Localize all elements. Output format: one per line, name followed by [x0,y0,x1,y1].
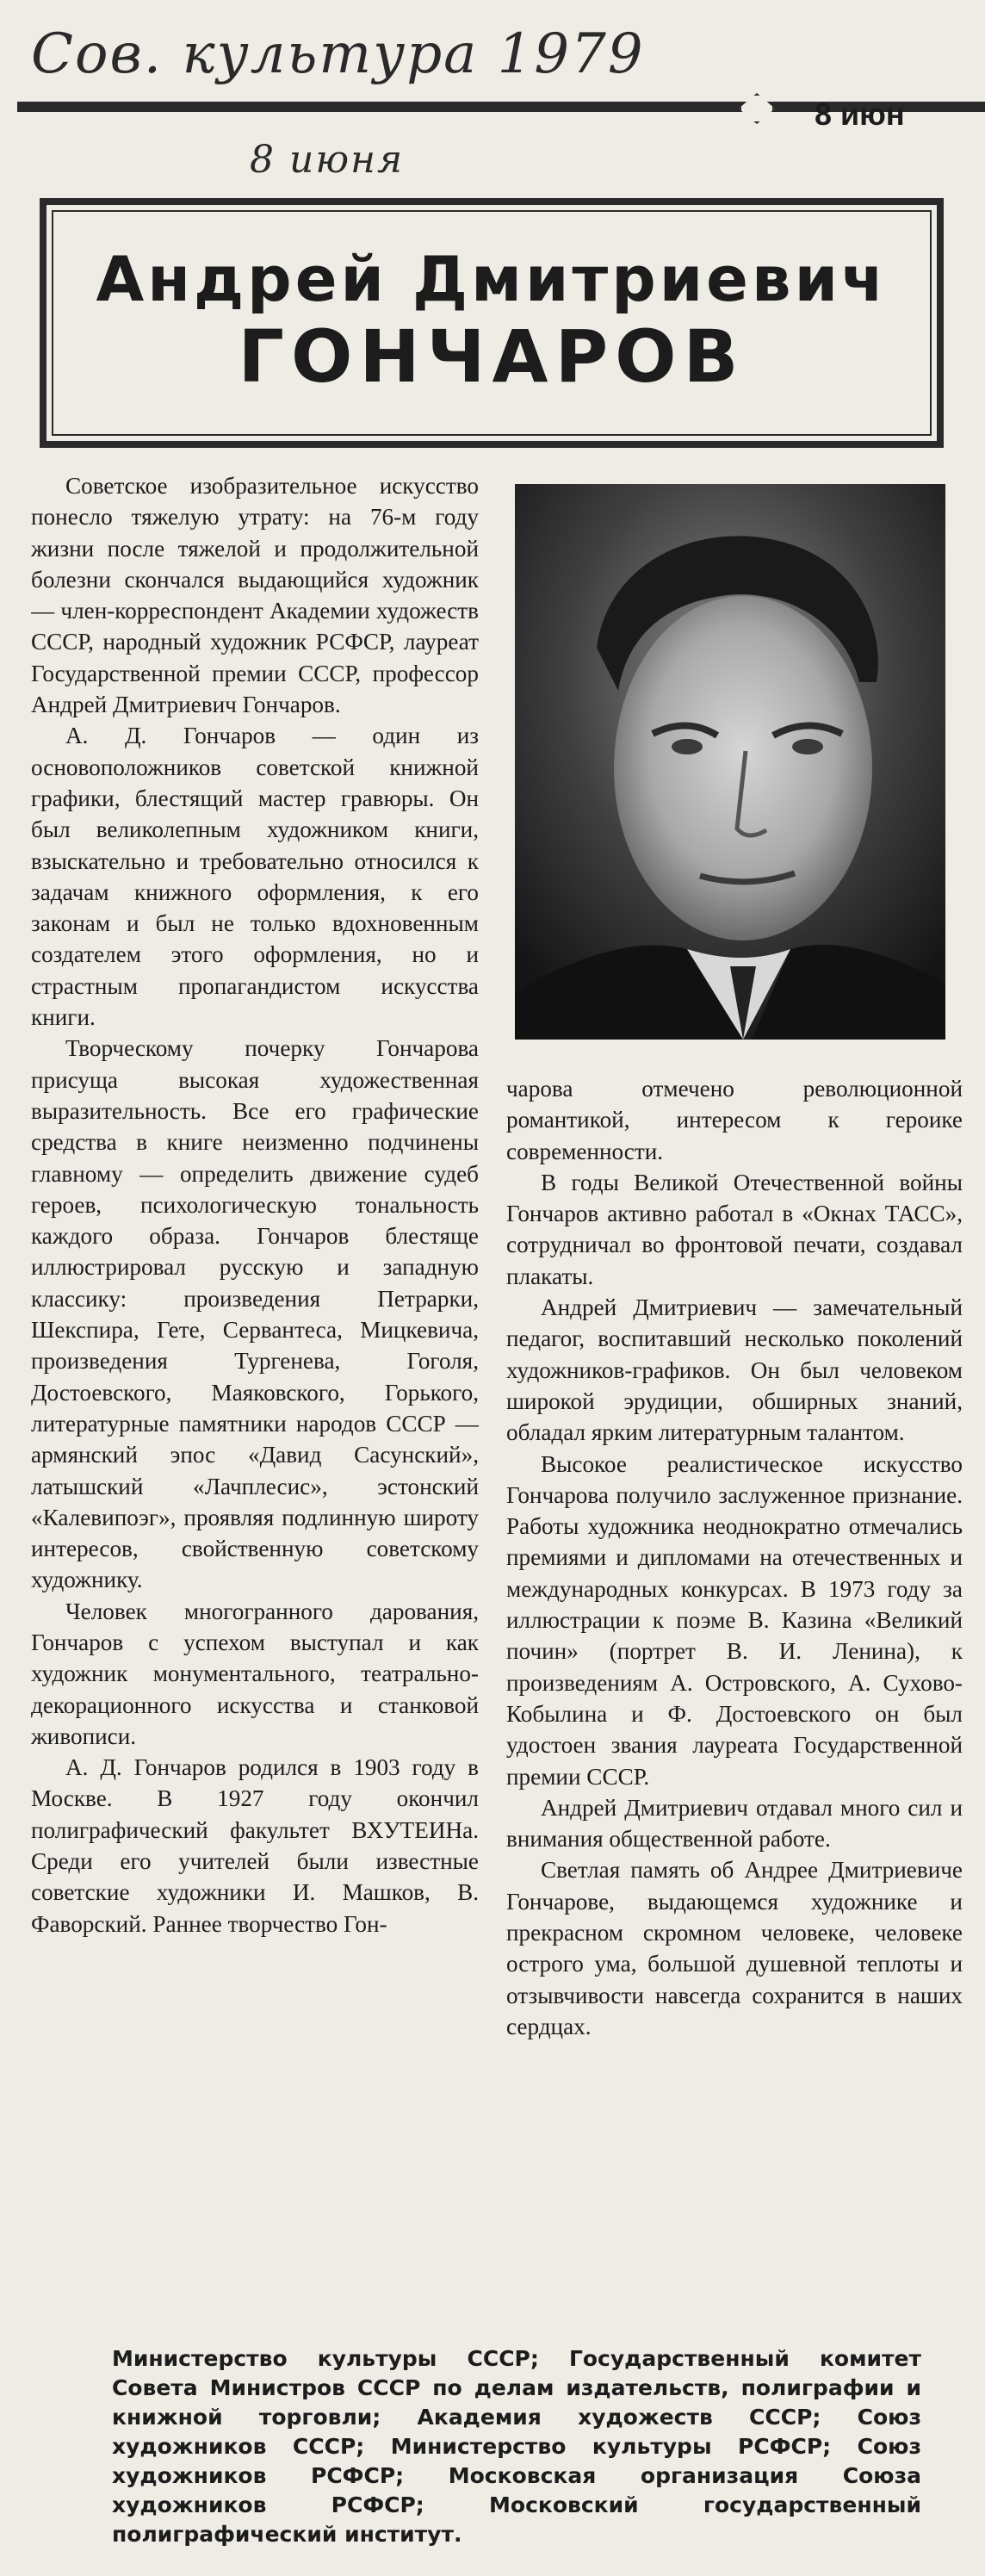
article-paragraph: чарова отмечено революционной романтикой, интересом к героике современности. [506,1076,963,1164]
headline [52,210,932,436]
headline-frame [40,198,944,448]
headline-surname: ГОНЧАРОВ [238,314,746,400]
article-paragraph: Светлая память об Андрее Дмитриевиче Гончарове, выдающемся художнике и прекрасном скромном человеке, человеке острого ума, большой душевной теплоты и отзывчивости навсегда сохранится в наших сердцах. [506,1857,963,2039]
portrait-photo [515,484,945,1040]
portrait-image [515,484,945,1040]
signatories: Министерство культуры СССР; Государственный комитет Совета Министров СССР по делам издательств, полиграфии и книжной торговли; Академия художеств СССР; Союз художников СССР; Министерство культуры РСФСР; Союз художников РСФСР; Московская организация Союза художников РСФСР; Московский государственный полиграфический институт. [112,2346,921,2547]
handwritten-source-note: Сов. культура 1979 [31,22,645,86]
article-paragraph: Андрей Дмитриевич отдавал много сил и внимания общественной работе. [506,1794,963,1853]
rule-ornament [739,93,775,124]
article-paragraph: А. Д. Гончаров — один из основоположников советской книжной графики, блестящий мастер гравюры. Он был великолепным художником книги, взыскательно и требовательно относился к задачам книжного оформления, к его законам и был не только вдохновенным создателем этого оформления, но и страстным пропагандистом искусства книги. [31,723,479,1031]
headline-name: Андрей Дмитриевич [96,243,888,315]
handwritten-date-note: 8 июня [250,138,405,182]
article-paragraph: Андрей Дмитриевич — замечательный педагог, воспитавший несколько поколений художников-графиков. Он был человеком широкой эрудиции, обширных знаний, обладал ярким литературным талантом. [506,1294,963,1446]
article-paragraph: В годы Великой Отечественной войны Гончаров активно работал в «Окнах ТАСС», сотрудничал во фронтовой печати, создавал плакаты. [506,1169,963,1289]
article-paragraph: А. Д. Гончаров родился в 1903 году в Москве. В 1927 году окончил полиграфический факультет ВХУТЕИНа. Среди его учителей были известные советские художники И. Машков, В. Фаворский. Раннее творчество Гон- [31,1754,479,1937]
article-paragraph: Советское изобразительное искусство понесло тяжелую утрату: на 76-м году жизни после тяжелой и продолжительной болезни скончался выдающийся художник — член-корреспондент Академии художеств СССР, народный художник РСФСР, лауреат Государственной премии СССР, профессор Андрей Дмитриевич Гончаров. [31,473,479,718]
article-column-right [506,1073,963,2339]
article-paragraph: Высокое реалистическое искусство Гончарова получило заслуженное признание. Работы художника неоднократно отмечались премиями и дипломами на отечественных и международных конкурсах. В 1973 году за иллюстрации к поэме В. Казина «Великий почин» (портрет В. И. Ленина), к произведениям А. Островского, А. Сухово-Кобылина и Ф. Достоевского он был удостоен звания лауреата Государственной премии СССР. [506,1450,963,1790]
article-column-left [31,470,479,2348]
article-paragraph: Человек многогранного дарования, Гончаров с успехом выступал и как художник монументального, театрально-декорационного искусства и станковой живописи. [31,1598,479,1749]
article-paragraph: Творческому почерку Гончарова присуща высокая художественная выразительность. Все его графические средства в книге неизменно подчинены главному — определить движение судеб героев, психологическую тональность каждого образа. Гончаров блестяще иллюстрировал русскую и западную классику: произведения Петрарки, Шекспира, Гете, Сервантеса, Мицкевича, произведения Тургенева, Гоголя, Достоевского, Маяковского, Горького, литературные памятники народов СССР — армянский эпос «Давид Сасунский», латышский «Лачплесис», эстонский «Калевипоэг», проявляя подлинную широту интересов, свойственную советскому художнику. [31,1035,479,1593]
issue-date: 8 июн [815,96,905,132]
